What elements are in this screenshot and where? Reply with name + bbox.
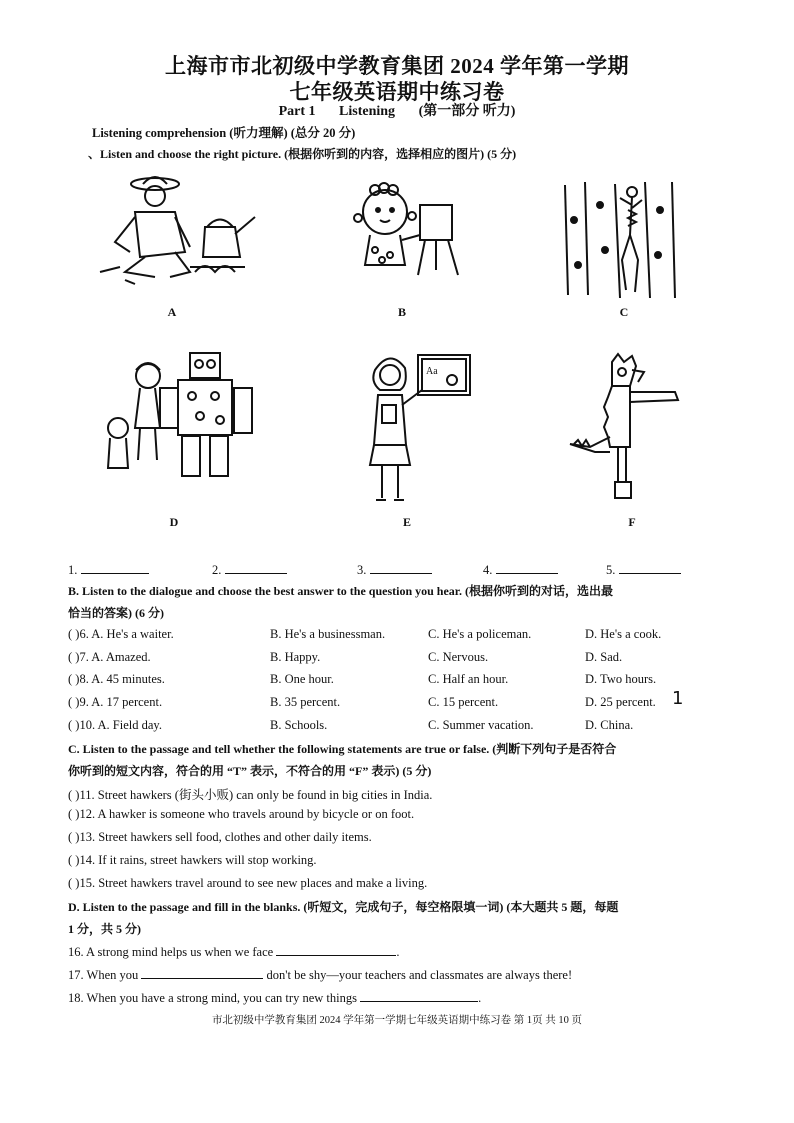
question-6-b: B. He's a businessman. <box>270 627 386 641</box>
statement-12: ( )12. A hawker is someone who travels around by bicycle or on foot. <box>68 807 415 821</box>
question-8-b: B. One hour. <box>270 672 334 686</box>
question-9-c: C. 15 percent. <box>428 695 499 709</box>
question-9-a: ( )9. A. 17 percent. <box>68 695 163 709</box>
answer-number: 5. <box>606 563 616 577</box>
picture-label-d: D <box>169 515 179 529</box>
answer-blank-4[interactable] <box>483 561 558 578</box>
rock-climbing-wall-picture <box>560 180 680 300</box>
section-d-instruction-line1: D. Listen to the passage and fill in the blanks. (听短文，完成句子，每空格限填一词) (本大题共 5 题，每题 <box>68 900 619 914</box>
question-7-d: D. Sad. <box>585 650 623 664</box>
section-b-instruction-line1: B. Listen to the dialogue and choose the best answer to the question you hear. (根据你听到的对话，选出最 <box>68 584 614 598</box>
question-10-d: D. China. <box>585 718 634 732</box>
girl-painting-easel-picture <box>340 180 470 280</box>
kids-with-robot-picture <box>100 348 265 483</box>
section-intro: Listening comprehension (听力理解) (总分 20 分) <box>92 126 356 140</box>
question-9-b: B. 35 percent. <box>270 695 341 709</box>
fill-blank-16-post: . <box>396 945 400 959</box>
question-7-b: B. Happy. <box>270 650 321 664</box>
answer-number: 4. <box>483 563 493 577</box>
picture-label-a: A <box>167 305 177 319</box>
answer-blank-1[interactable] <box>68 561 149 578</box>
section-c-instruction-line2: 你听到的短文内容，符合的用 “T” 表示，不符合的用 “F” 表示) (5 分) <box>68 764 432 778</box>
part-label: Part 1 <box>278 104 316 119</box>
question-10-a: ( )10. A. Field day. <box>68 718 162 732</box>
answer-number: 2. <box>212 563 222 577</box>
question-7-c: C. Nervous. <box>428 650 489 664</box>
question-8-a: ( )8. A. 45 minutes. <box>68 672 165 686</box>
answer-blank-3[interactable] <box>357 561 432 578</box>
fill-blank-17-post: don't be shy—your teachers and classmates are always there! <box>266 968 573 982</box>
svg-text:Aa: Aa <box>426 366 438 377</box>
statement-14: ( )14. If it rains, street hawkers will stop working. <box>68 853 317 867</box>
dinosaur-costume-picture <box>560 352 685 504</box>
question-7-a: ( )7. A. Amazed. <box>68 650 151 664</box>
fill-blank-17 <box>68 966 572 983</box>
question-9-d: D. 25 percent. <box>585 695 656 709</box>
fill-blank-16-pre: 16. A strong mind helps us when we face <box>68 945 274 959</box>
question-10-b: B. Schools. <box>270 718 328 732</box>
exam-title-line1: 上海市市北初级中学教育集团 2024 学年第一学期 <box>165 54 629 78</box>
statement-13: ( )13. Street hawkers sell food, clothes and other daily items. <box>68 830 372 844</box>
answer-blank-5[interactable] <box>606 561 681 578</box>
page-footer: 市北初级中学教育集团 2024 学年第一学期七年级英语期中练习卷 第 1页 共 10 页 <box>211 1015 583 1026</box>
statement-11: ( )11. Street hawkers (街头小贩) can only be found in big cities in India. <box>68 788 433 802</box>
part-name: Listening <box>339 104 396 119</box>
picture-label-c: C <box>619 305 629 319</box>
fill-blank-16-input[interactable] <box>276 943 396 956</box>
answer-number: 3. <box>357 563 367 577</box>
fill-blank-18 <box>68 989 481 1006</box>
section-b-instruction-line2: 恰当的答案) (6 分) <box>68 606 164 620</box>
fill-blank-16 <box>68 943 399 960</box>
question-8-d: D. Two hours. <box>585 672 657 686</box>
question-8-c: C. Half an hour. <box>428 672 509 686</box>
part-heading <box>0 100 794 120</box>
part-cn: (第一部分 听力) <box>418 104 516 119</box>
picture-label-e: E <box>402 515 411 529</box>
answer-blank-2[interactable] <box>212 561 287 578</box>
question-10-c: C. Summer vacation. <box>428 718 534 732</box>
fill-blank-17-pre: 17. When you <box>68 968 139 982</box>
fill-blank-17-input[interactable] <box>141 966 263 979</box>
fill-blank-18-pre: 18. When you have a strong mind, you can try new things <box>68 991 357 1005</box>
section-a-instruction: 、Listen and choose the right picture. (根据你听到的内容，选择相应的图片) (5 分) <box>88 147 517 161</box>
exam-title-line2: 七年级英语期中练习卷 <box>289 80 505 104</box>
handwritten-mark: 1 <box>672 688 684 709</box>
picture-label-b: B <box>397 305 406 319</box>
section-d-instruction-line2: 1 分，共 5 分) <box>68 922 141 936</box>
teacher-blackboard-picture <box>360 350 475 505</box>
fill-blank-18-post: . <box>478 991 482 1005</box>
answer-number: 1. <box>68 563 78 577</box>
statement-15: ( )15. Street hawkers travel around to see new places and make a living. <box>68 876 428 890</box>
fill-blank-18-input[interactable] <box>360 989 478 1002</box>
picture-label-f: F <box>628 515 636 529</box>
question-6-c: C. He's a policeman. <box>428 627 532 641</box>
gardener-watering-can-picture <box>95 172 260 292</box>
question-6-a: ( )6. A. He's a waiter. <box>68 627 174 641</box>
question-6-d: D. He's a cook. <box>585 627 662 641</box>
section-c-instruction-line1: C. Listen to the passage and tell whether the following statements are true or false. (判断下列句子是否符合 <box>68 742 617 756</box>
